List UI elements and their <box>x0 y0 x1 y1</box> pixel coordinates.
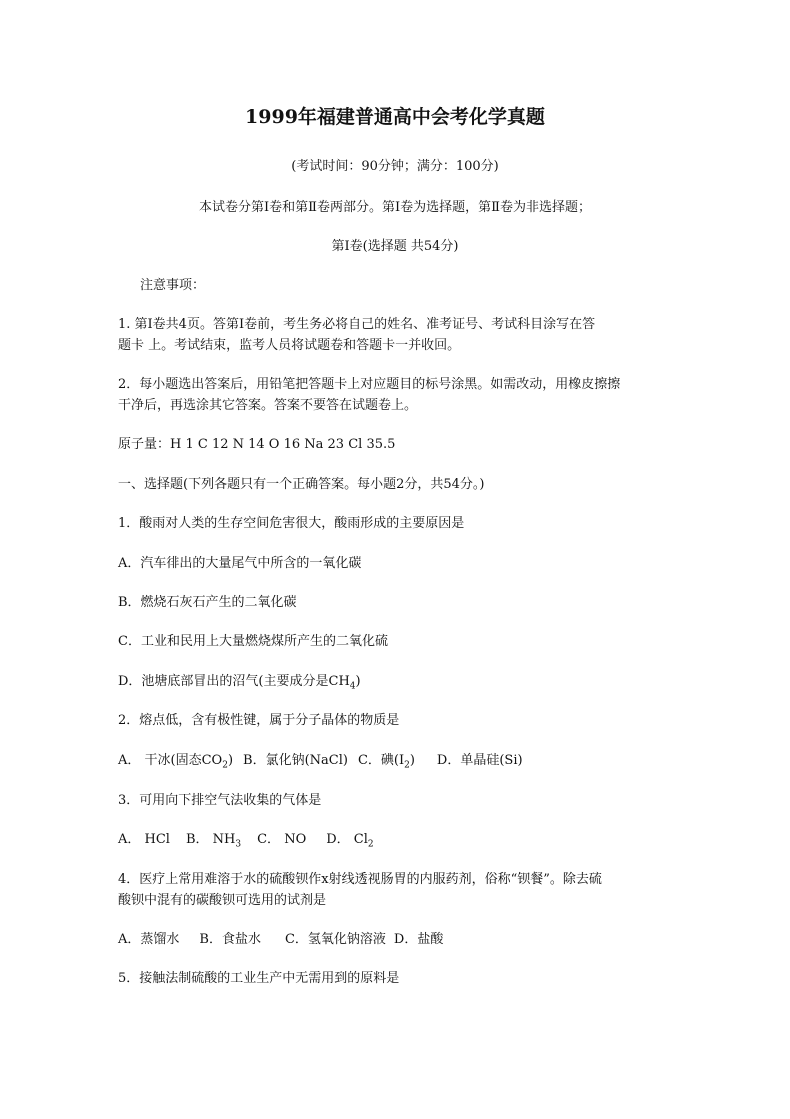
q2-option-d: D．单晶硅(Si) <box>436 753 523 768</box>
q3-option-a: A． HCl <box>118 832 170 847</box>
q4-option-b: B．食盐水 <box>199 932 261 947</box>
q2-option-a: A． 干冰(固态$CO_2$) <box>118 753 234 771</box>
q2-stem: 2．熔点低，含有极性键，属于分子晶体的物质是 <box>118 713 400 728</box>
q1-option-c: C．工业和民用上大量燃烧煤所产生的二氧化硫 <box>118 634 388 649</box>
q2-option-c: C．碘$(I_2)$ <box>357 753 415 771</box>
note2-line1: 2．每小题选出答案后，用铅笔把答题卡上对应题目的标号涂黑。如需改动，用橡皮擦擦 <box>118 377 621 392</box>
note1-line2: 题卡 上。考试结束，监考人员将试题卷和答题卡一并收回。 <box>118 338 461 353</box>
q5-stem: 5．接触法制硫酸的工业生产中无需用到的原料是 <box>118 971 400 986</box>
q2-options <box>118 750 678 772</box>
q3-stem: 3．可用向下排空气法收集的气体是 <box>118 793 322 808</box>
page-title: 1999年福建普通高中会考化学真题 <box>245 106 545 128</box>
q1-option-d: D．池塘底部冒出的沼气(主要成分是$CH_4$) <box>118 674 361 692</box>
q4-option-c: C．氢氧化钠溶液 <box>284 932 386 947</box>
q4-stem-line2: 酸钡中混有的碳酸钡可选用的试剂是 <box>118 893 327 908</box>
notes-heading: 注意事项： <box>140 278 206 293</box>
q1-option-b: B．燃烧石灰石产生的二氧化碳 <box>118 595 297 610</box>
note2-line2: 干净后，再选涂其它答案。答案不要答在试题卷上。 <box>118 398 418 413</box>
q4-option-a: A．蒸馏水 <box>118 932 180 947</box>
part1-title: 第Ⅰ卷(选择题 共54分) <box>331 239 459 254</box>
q1-stem: 1．酸雨对人类的生存空间危害很大，酸雨形成的主要原因是 <box>118 516 465 531</box>
q4-options <box>118 929 678 951</box>
section1-heading: 一、选择题(下列各题只有一个正确答案。每小题2分，共54分。) <box>118 477 485 492</box>
intro-text: 本试卷分第Ⅰ卷和第Ⅱ卷两部分。第Ⅰ卷为选择题，第Ⅱ卷为非选择题； <box>199 200 591 215</box>
q3-option-d: D． $Cl_2$ <box>326 832 374 850</box>
note1-line1: 1. 第Ⅰ卷共4页。答第Ⅰ卷前，考生务必将自己的姓名、准考证号、考试科目涂写在答 <box>118 317 596 332</box>
atomic-mass: 原子量：H 1 C 12 N 14 O 16 Na 23 Cl 35.5 <box>118 437 396 452</box>
q3-options <box>118 829 678 851</box>
q3-option-b: B． $NH_3$ <box>185 832 242 850</box>
q1-option-a: A．汽车徘出的大量尾气中所含的一氧化碳 <box>118 556 362 571</box>
q2-option-b: B．氯化钠(NaCl) <box>243 753 348 768</box>
exam-info: (考试时间：90分钟；满分：100分) <box>291 159 499 174</box>
q4-option-d: D．盐酸 <box>393 932 444 947</box>
q4-stem-line1: 4．医疗上常用难溶于水的硫酸钡作x射线透视肠胃的内服药剂，俗称“钡餐”。除去硫 <box>118 872 602 887</box>
q3-option-c: C． NO <box>257 832 307 847</box>
